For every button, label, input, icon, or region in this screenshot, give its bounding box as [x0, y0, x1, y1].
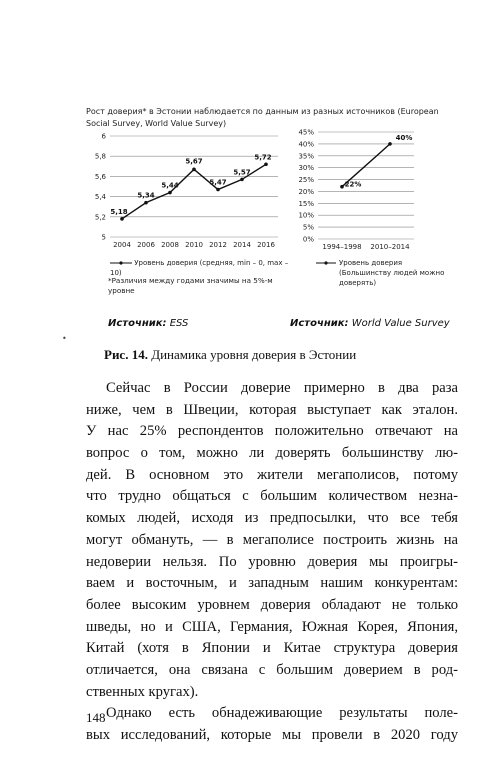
- x-tick-label: 2004: [113, 241, 131, 249]
- legend-line-marker-icon: [316, 259, 336, 267]
- body-line: более высоким уровнем доверия обладают не только: [86, 596, 458, 613]
- ess-legend: [110, 258, 290, 278]
- data-point: [340, 185, 344, 189]
- x-tick-label: 2006: [137, 241, 155, 249]
- y-tick-label: 15%: [298, 199, 314, 208]
- x-tick-label: 1994–1998: [322, 243, 362, 251]
- wvs-legend-label: Уровень доверия (Большинству людей можно доверять): [339, 259, 445, 287]
- y-tick-label: 5,6: [94, 172, 106, 181]
- x-tick-label: 2016: [257, 241, 275, 249]
- body-line: ниже, чем в Швеции, которая выступает как эталон.: [86, 401, 458, 418]
- body-line: Сейчас в России доверие примерно в два раза: [106, 380, 458, 396]
- ess-trust-chart: [86, 128, 286, 258]
- data-label: 5,67: [185, 157, 203, 166]
- body-line: ственных кругах).: [86, 683, 199, 700]
- y-tick-label: 6: [101, 132, 106, 141]
- y-tick-label: 5,4: [94, 193, 106, 202]
- stray-mark: •: [62, 334, 67, 343]
- data-label: 5,18: [110, 207, 128, 216]
- wvs-chart-svg: [290, 126, 450, 256]
- y-tick-label: 5: [101, 233, 106, 242]
- body-line: что трудно общаться с большим количеством незна-: [86, 488, 458, 505]
- y-tick-label: 5,2: [94, 213, 106, 222]
- legend-line-marker-icon: [110, 259, 132, 267]
- page-number: 148: [86, 710, 106, 725]
- figure-caption: [104, 347, 356, 363]
- y-tick-label: 25%: [298, 176, 314, 185]
- x-tick-label: 2008: [161, 241, 179, 249]
- x-tick-label: 2010–2014: [370, 243, 410, 251]
- x-tick-label: 2012: [209, 241, 227, 249]
- data-label: 5,72: [254, 153, 272, 162]
- data-point: [192, 168, 196, 172]
- body-line: У нас 25% респондентов положительно отвечают на: [86, 423, 458, 440]
- body-line: ваем и восточным, и западным нашим конкурентам:: [86, 575, 458, 592]
- y-tick-label: 0%: [302, 235, 314, 244]
- body-line: могут обмануть, — в мегаполисе построить жизнь на: [86, 531, 458, 548]
- body-line: дей. В основном это жители мегаполисов, потому: [86, 466, 458, 483]
- figure-caption-text: Динамика уровня доверия в Эстонии: [151, 347, 357, 362]
- data-point: [216, 188, 220, 192]
- body-line: Китай (хотя в Японии и Китае структура доверия: [86, 640, 458, 657]
- data-label: 5,57: [233, 168, 251, 177]
- y-tick-label: 10%: [298, 211, 314, 220]
- data-point: [168, 191, 172, 195]
- x-tick-label: 2010: [185, 241, 203, 249]
- ess-legend-label: Уровень доверия (средняя, min – 0, max – 10): [110, 259, 289, 277]
- body-line: вопрос о том, можно ли доверять большинству лю-: [86, 445, 458, 462]
- data-label: 5,34: [137, 191, 155, 200]
- data-point: [264, 162, 268, 166]
- source-ess-value: ESS: [169, 318, 189, 329]
- source-ess-label: Источник:: [108, 318, 167, 329]
- body-line: отличается, она связана с большим доверием в род-: [86, 661, 458, 678]
- body-line: Однако есть обнадеживающие результаты поле-: [106, 705, 458, 722]
- source-ess: [108, 318, 188, 329]
- source-wvs: [290, 318, 450, 329]
- y-tick-label: 45%: [298, 128, 314, 137]
- data-point: [388, 142, 392, 146]
- wvs-trust-chart: [290, 126, 450, 256]
- data-label: 40%: [395, 133, 413, 142]
- x-tick-label: 2014: [233, 241, 251, 249]
- y-tick-label: 40%: [298, 140, 314, 149]
- data-label: 22%: [344, 180, 362, 189]
- y-tick-label: 35%: [298, 152, 314, 161]
- wvs-legend: [316, 258, 456, 288]
- data-label: 5,44: [161, 181, 179, 190]
- body-line: недоверии нельзя. По уровню доверия мы проигры-: [86, 553, 458, 570]
- body-line: комых людей, исходя из предпосылки, что все тебя: [86, 510, 458, 527]
- body-line: вых исследований, которые мы провели в 2020 году: [86, 727, 458, 743]
- figure-intro-caption: Рост доверия* в Эстонии наблюдается по данным из разных источников (European Social Survey, World Value Survey): [86, 107, 439, 128]
- significance-footnote: *Различия между годами значимы на 5%-м уровне: [108, 276, 273, 295]
- source-wvs-value: World Value Survey: [351, 318, 450, 329]
- body-line: шведы, но и США, Германия, Южная Корея, Япония,: [86, 618, 458, 635]
- body-text: [86, 378, 458, 747]
- data-point: [144, 201, 148, 205]
- ess-chart-svg: [86, 128, 286, 258]
- y-tick-label: 20%: [298, 187, 314, 196]
- y-tick-label: 5,8: [94, 152, 106, 161]
- figure-caption-label: Рис. 14.: [104, 347, 148, 362]
- data-point: [120, 217, 124, 221]
- data-label: 5,47: [209, 178, 227, 187]
- y-tick-label: 30%: [298, 164, 314, 173]
- data-point: [240, 178, 244, 182]
- y-tick-label: 5%: [302, 223, 314, 232]
- source-wvs-label: Источник:: [290, 318, 349, 329]
